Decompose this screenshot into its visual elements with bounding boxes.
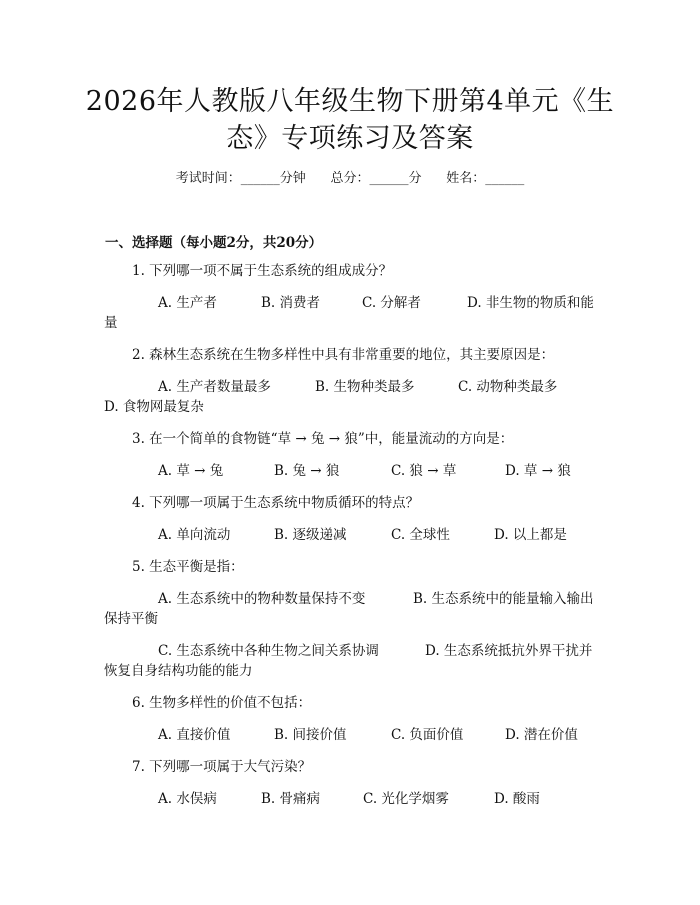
question-4-stem: 4. 下列哪一项属于生态系统中物质循环的特点？ bbox=[132, 495, 420, 511]
q1-option-a: A. 生产者 bbox=[158, 295, 217, 311]
q5-option-b-wrap: 保持平衡 bbox=[104, 611, 158, 627]
question-6-stem: 6. 生物多样性的价值不包括： bbox=[132, 695, 312, 711]
q2-option-c: C. 动物种类最多 bbox=[458, 379, 558, 395]
q5-option-d-wrap: 恢复自身结构功能的能力 bbox=[104, 663, 253, 679]
q6-option-b: B. 间接价值 bbox=[274, 727, 347, 743]
q3-option-b: B. 兔 → 狼 bbox=[274, 463, 340, 479]
q6-option-c: C. 负面价值 bbox=[391, 727, 464, 743]
page-title-line2: 态》专项练习及答案 bbox=[226, 123, 474, 154]
q4-option-b: B. 逐级递减 bbox=[274, 527, 347, 543]
q5-option-d: D. 生态系统抵抗外界干扰并 bbox=[425, 643, 593, 659]
q4-option-a: A. 单向流动 bbox=[158, 527, 231, 543]
q3-option-c: C. 狼 → 草 bbox=[391, 463, 457, 479]
q2-option-a: A. 生产者数量最多 bbox=[158, 379, 271, 395]
q1-option-c: C. 分解者 bbox=[362, 295, 421, 311]
question-2-stem: 2. 森林生态系统在生物多样性中具有非常重要的地位，其主要原因是： bbox=[132, 347, 555, 363]
exam-meta-line: 考试时间：______分钟 总分：______分 姓名：______ bbox=[175, 171, 525, 186]
q1-option-d: D. 非生物的物质和能 bbox=[467, 295, 594, 311]
question-1-stem: 1. 下列哪一项不属于生态系统的组成成分？ bbox=[132, 263, 393, 279]
q7-option-a: A. 水俣病 bbox=[158, 791, 217, 807]
q1-option-b: B. 消费者 bbox=[261, 295, 321, 311]
q5-option-a: A. 生态系统中的物种数量保持不变 bbox=[158, 591, 366, 607]
page-title-line1: 2026年人教版八年级生物下册第4单元《生 bbox=[85, 86, 615, 117]
q4-option-c: C. 全球性 bbox=[391, 527, 450, 543]
q3-option-a: A. 草 → 兔 bbox=[158, 463, 224, 479]
q6-option-d: D. 潜在价值 bbox=[505, 727, 578, 743]
q2-option-b: B. 生物种类最多 bbox=[315, 379, 415, 395]
q1-option-d-wrap: 量 bbox=[104, 315, 118, 331]
q2-option-d: D. 食物网最复杂 bbox=[104, 399, 204, 415]
q4-option-d: D. 以上都是 bbox=[494, 527, 567, 543]
q5-option-c: C. 生态系统中各种生物之间关系协调 bbox=[158, 643, 379, 659]
q6-option-a: A. 直接价值 bbox=[158, 727, 231, 743]
section-heading-choice: 一、选择题（每小题2分，共20分） bbox=[105, 235, 323, 251]
q5-option-b: B. 生态系统中的能量输入输出 bbox=[413, 591, 594, 607]
question-5-stem: 5. 生态平衡是指： bbox=[132, 559, 244, 575]
q3-option-d: D. 草 → 狼 bbox=[505, 463, 571, 479]
q7-option-d: D. 酸雨 bbox=[494, 791, 540, 807]
q7-option-c: C. 光化学烟雾 bbox=[363, 791, 449, 807]
question-7-stem: 7. 下列哪一项属于大气污染？ bbox=[132, 759, 312, 775]
question-3-stem: 3. 在一个简单的食物链“草 → 兔 → 狼”中，能量流动的方向是： bbox=[132, 431, 514, 447]
q7-option-b: B. 骨痛病 bbox=[261, 791, 321, 807]
